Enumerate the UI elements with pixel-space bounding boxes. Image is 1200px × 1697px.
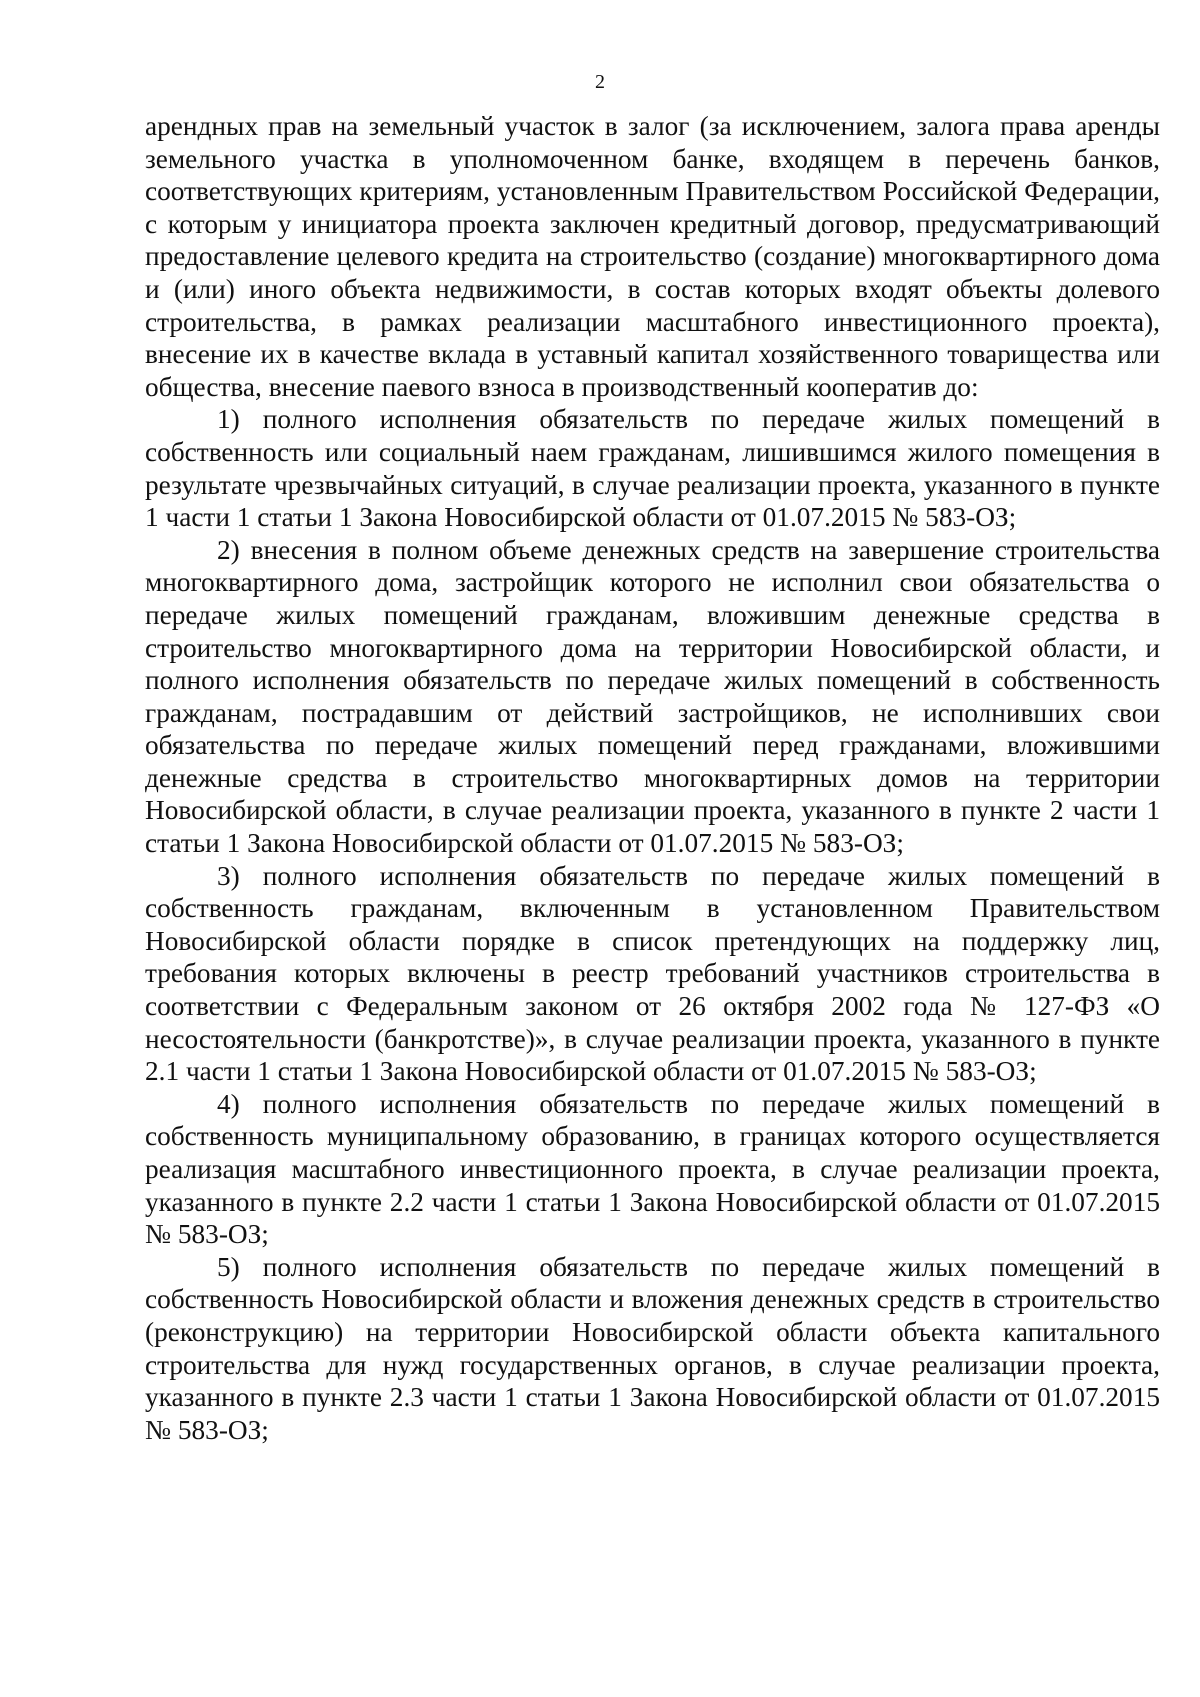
intro-paragraph: арендных прав на земельный участок в залог (за исключением, залога права аренды земельного участка в уполномоченном банке, входящем в перечень банков, соответствующих критериям, установленным Правительством Российской Федерации, с которым у инициатора проекта заключен кредитный договор, предусматривающий предоставление целевого кредита на строительство (создание) многоквартирного дома и (или) иного объекта недвижимости, в состав которых входят объекты долевого строительства, в рамках реализации масштабного инвестиционного проекта), внесение их в качестве вклада в уставный капитал хозяйственного товарищества или общества, внесение паевого взноса в производственный кооператив до: <box>145 111 1160 402</box>
list-item-3: 3) полного исполнения обязательств по передаче жилых помещений в собственность гражданам, включенным в установленном Правительством Новосибирской области порядке в список претендующих на поддержку лиц, требования которых включены в реестр требований участников строительства в соответствии с Федеральным законом от 26 октября 2002 года № 127-ФЗ «О несостоятельности (банкротстве)», в случае реализации проекта, указанного в пункте 2.1 части 1 статьи 1 Закона Новосибирской области от 01.07.2015 № 583-ОЗ; <box>145 860 1160 1087</box>
list-item-5: 5) полного исполнения обязательств по передаче жилых помещений в собственность Новосибирской области и вложения денежных средств в строительство (реконструкцию) на территории Новосибирской области объекта капитального строительства для нужд государственных органов, в случае реализации проекта, указанного в пункте 2.3 части 1 статьи 1 Закона Новосибирской области от 01.07.2015 № 583-ОЗ; <box>145 1251 1160 1445</box>
list-item-2: 2) внесения в полном объеме денежных средств на завершение строительства многоквартирного дома, застройщик которого не исполнил свои обязательства о передаче жилых помещений гражданам, вложившим денежные средства в строительство многоквартирного дома на территории Новосибирской области, и полного исполнения обязательств по передаче жилых помещений в собственность гражданам, пострадавшим от действий застройщиков, не исполнивших свои обязательства по передаче жилых помещений перед гражданами, вложившими денежные средства в строительство многоквартирных домов на территории Новосибирской области, в случае реализации проекта, указанного в пункте 2 части 1 статьи 1 Закона Новосибирской области от 01.07.2015 № 583-ОЗ; <box>145 534 1160 859</box>
document-body <box>145 110 1160 1446</box>
list-item-4: 4) полного исполнения обязательств по передаче жилых помещений в собственность муниципальному образованию, в границах которого осуществляется реализация масштабного инвестиционного проекта, в случае реализации проекта, указанного в пункте 2.2 части 1 статьи 1 Закона Новосибирской области от 01.07.2015 № 583-ОЗ; <box>145 1088 1160 1250</box>
list-item-1: 1) полного исполнения обязательств по передаче жилых помещений в собственность или социальный наем гражданам, лишившимся жилого помещения в результате чрезвычайных ситуаций, в случае реализации проекта, указанного в пункте 1 части 1 статьи 1 Закона Новосибирской области от 01.07.2015 № 583-ОЗ; <box>145 404 1160 533</box>
page-number: 2 <box>595 71 605 93</box>
